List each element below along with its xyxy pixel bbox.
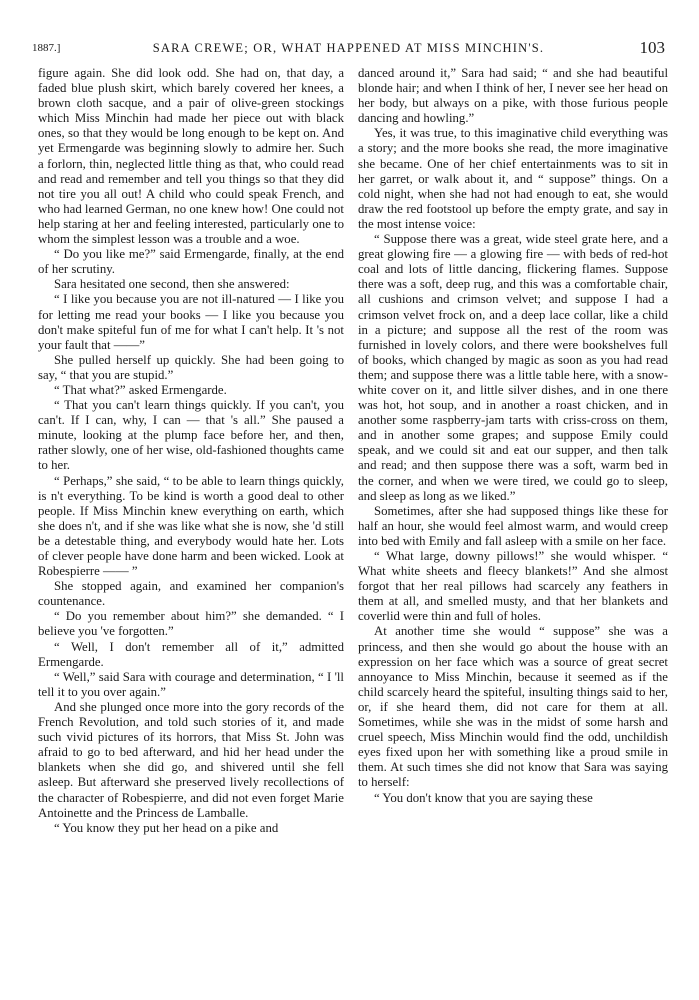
paragraph: “ Do you like me?” said Ermengarde, finally, at the end of her scrutiny.: [38, 247, 344, 277]
volume-year: 1887.]: [32, 42, 61, 54]
paragraph: “ You know they put her head on a pike and: [54, 820, 279, 835]
paragraph: At another time she would “ suppose” she was a princess, and then she would go about the house with an expression on her face which was a source of great secret annoyance to Miss Minchin, because it seemed as if the child scarcely heard the spiteful, insulting things said to her, or, if she heard them, did not care for them at all. Sometimes, while she was in the midst of some harsh and cruel speech, Miss Minchin would find the odd, unchildish eyes fixed upon her with something like a proud smile in them. At such times she did not know that Sara was saying to herself:: [358, 624, 668, 790]
paragraph: She pulled herself up quickly. She had been going to say, “ that you are stupid.”: [38, 352, 344, 382]
paragraph: “ I like you because you are not ill-natured — I like you for letting me read your books — I like you because you don't make spiteful fun of me for what I can't help. It 's not your fault that ——”: [38, 292, 344, 352]
paragraph: “ Do you remember about him?” she demanded. “ I believe you 've forgotten.”: [38, 609, 344, 639]
left-column: [38, 66, 344, 836]
right-column: [358, 66, 668, 806]
paragraph: “ That what?” asked Ermengarde.: [54, 382, 227, 397]
paragraph: Sara hesitated one second, then she answered:: [54, 277, 290, 292]
paragraph: figure again. She did look odd. She had on, that day, a faded blue plush skirt, which barely covered her knees, a brown cloth sacque, and a pair of olive-green stockings which Miss Minchin had made her piece out with black ones, so that they would be long enough to be kept on. And yet Ermengarde was beginning slowly to admire her. Such a forlorn, thin, neglected little thing as that, who could read and read and remember and tell you things so that they did not tire you all out! A child who could speak French, and who had learned German, no one knew how! One could not help staring at her and feeling interested, particularly one to whom the simplest lesson was a trouble and a woe.: [38, 66, 344, 247]
paragraph: “ That you can't learn things quickly. If you can't, you can't. If I can, why, I can — that 's all.” She paused a minute, looking at the plump face before her, and then, rather slowly, one of her wise, old-fashioned thoughts came to her.: [38, 398, 344, 473]
running-header: [32, 38, 665, 60]
paragraph: “ Well, I don't remember all of it,” admitted Ermengarde.: [38, 639, 344, 669]
paragraph: “ Perhaps,” she said, “ to be able to learn things quickly, is n't everything. To be kind is worth a good deal to other people. If Miss Minchin knew everything on earth, which she does n't, and if she was like what she is now, she 'd still be a detestable thing, and everybody would hate her. Lots of clever people have done harm and been wicked. Look at Robespierre —— ”: [38, 473, 344, 579]
paragraph: Sometimes, after she had supposed things like these for half an hour, she would feel almost warm, and would creep into bed with Emily and fall asleep with a smile on her face.: [358, 503, 668, 548]
paragraph: She stopped again, and examined her companion's countenance.: [38, 579, 344, 609]
paragraph: “ What large, downy pillows!” she would whisper. “ What white sheets and fleecy blankets!” And she almost forgot that her real pillows had scarcely any feathers in them at all, and smelled musty, and that her blankets and coverlid were thin and full of holes.: [358, 549, 668, 624]
paragraph: “ Well,” said Sara with courage and determination, “ I 'll tell it to you over again.”: [38, 669, 344, 699]
paragraph: And she plunged once more into the gory records of the French Revolution, and told such stories of it, and made such vivid pictures of its horrors, that Miss St. John was afraid to go to bed afterward, and hid her head under the blankets when she did go, and shivered until she fell asleep. But afterward she preserved lively recollections of the character of Robespierre, and did not even forget Marie Antoinette and the Princess de Lamballe.: [38, 699, 344, 820]
running-title: SARA CREWE; OR, WHAT HAPPENED AT MISS MINCHIN'S.: [152, 41, 545, 55]
paragraph: “ Suppose there was a great, wide steel grate here, and a great glowing fire — a glowing fire — with beds of red-hot coal and lots of little dancing, flickering flames. Suppose there was a soft, deep rug, and this was a comfortable chair, all cushions and crimson velvet; and suppose I had a crimson velvet frock on, and a deep lace collar, like a child in a picture; and suppose all the rest of the room was furnished in lovely colors, and there were bookshelves full of books, which changed by magic as soon as you had read them; and suppose there was a little table here, with a snow-white cover on it, and little silver dishes, and in one there was hot, hot soup, and in another a roast chicken, and in another some raspberry-jam tarts with criss-cross on them, and in another some grapes; and suppose Emily could speak, and we could sit and eat our supper, and then talk and read; and then suppose there was a soft, warm bed in the corner, and when we were tired, we could go to sleep, and sleep as long as we liked.”: [358, 232, 668, 503]
paragraph: danced around it,” Sara had said; “ and she had beautiful blonde hair; and when I think of her, I never see her head on her body, but always on a pike, with those furious people dancing and howling.”: [358, 66, 668, 126]
page-number: 103: [639, 38, 665, 57]
paragraph: “ You don't know that you are saying these: [374, 790, 593, 805]
paragraph: Yes, it was true, to this imaginative child everything was a story; and the more books she read, the more imaginative she became. One of her chief entertainments was to sit in her garret, or walk about it, and “ suppose” things. On a cold night, when she had not had enough to eat, she would draw the red footstool up before the empty grate, and say in the most intense voice:: [358, 126, 668, 231]
